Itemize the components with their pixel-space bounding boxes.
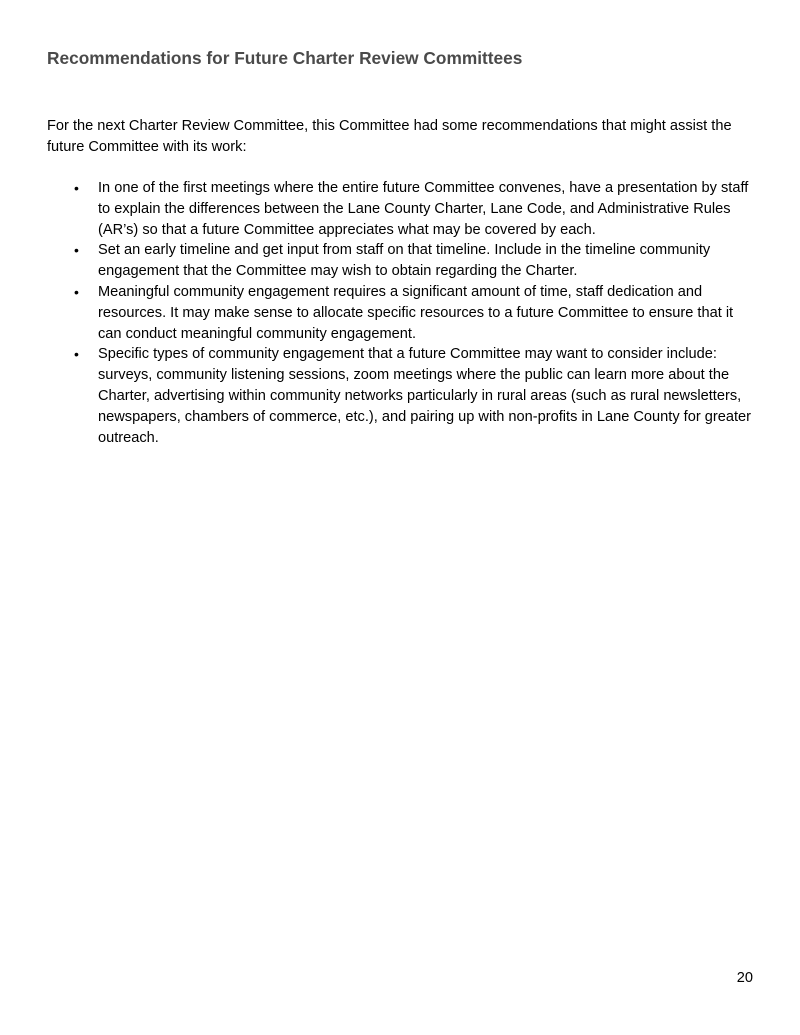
recommendations-list [74,178,754,448]
bullet-icon: • [74,242,79,259]
bullet-icon: • [74,180,79,196]
list-item-text: In one of the first meetings where the entire future Committee convenes, have a presentation by staff to explain the differences between the Lane County Charter, Lane Code, and Administrative Rules (AR’s) so that a future Committee appreciates what may be covered by each. [98,180,749,238]
list-item-text: Set an early timeline and get input from staff on that timeline. Include in the timeline community engagement that the Committee may wish to obtain regarding the Charter. [98,242,711,280]
intro-paragraph: For the next Charter Review Committee, this Committee had some recommendations that might assist the future Committee with its work: [47,118,732,155]
list-item [74,178,754,240]
list-item [74,344,754,448]
bullet-icon: • [74,283,79,300]
list-item-text: Specific types of community engagement that a future Committee may want to consider include: surveys, community listening sessions, zoom meetings where the public can learn more about the Charter, advertising within community networks particularly in rural areas (such as rural newsletters, newspapers, chambers of commerce, etc.), and pairing up with non-profits in Lane County for greater outreach. [98,346,751,446]
bullet-icon: • [74,346,79,363]
page-number: 20 [736,970,753,986]
list-item [74,240,754,282]
list-item-text: Meaningful community engagement requires a significant amount of time, staff dedication and resources. It may make sense to allocate specific resources to a future Committee to ensure that it can conduct meaningful community engagement. [98,283,734,342]
page-heading: Recommendations for Future Charter Review Committees [47,48,523,68]
list-item [74,282,754,344]
